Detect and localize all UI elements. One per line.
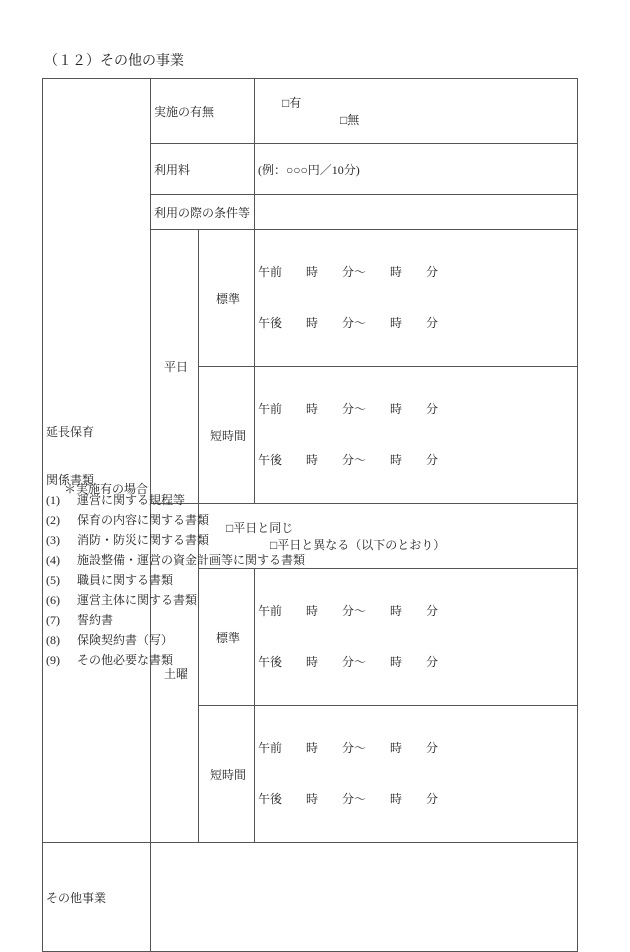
- weekday-standard-times: [255, 230, 578, 367]
- checkbox-icon: □: [340, 113, 348, 127]
- fee-example: (例：○○○円／10分): [255, 144, 578, 195]
- document-item: [46, 490, 305, 510]
- checkbox-icon: □: [226, 521, 234, 535]
- item-text: 運営主体に関する書類: [77, 593, 198, 607]
- item-number: (6): [46, 593, 60, 607]
- saturday-short-label: 短時間: [199, 706, 255, 843]
- item-number: (2): [46, 513, 60, 527]
- checkbox-yes: [282, 96, 301, 110]
- option-yes-label: 有: [289, 96, 302, 110]
- item-text: 運営に関する規程等: [77, 493, 186, 507]
- implementation-status-label: 実施の有無: [151, 79, 255, 144]
- am-time-line: 午前 時 分～ 時 分: [258, 604, 439, 618]
- document-item: [46, 550, 305, 570]
- saturday-standard-label: 標準: [199, 569, 255, 706]
- document-item: [46, 650, 305, 670]
- extended-care-header-cell: [43, 79, 151, 843]
- document-item: [46, 510, 305, 530]
- item-number: (1): [46, 493, 60, 507]
- item-number: (7): [46, 613, 60, 627]
- item-number: (4): [46, 553, 60, 567]
- checkbox-icon: □: [282, 96, 290, 110]
- pm-time-line: 午後 時 分～ 時 分: [258, 316, 439, 330]
- am-time-line: 午前 時 分～ 時 分: [258, 402, 439, 416]
- item-text: 職員に関する書類: [77, 573, 174, 587]
- checkbox-icon: □: [270, 538, 278, 552]
- document-item: [46, 590, 305, 610]
- usage-conditions-label: 利用の際の条件等: [151, 195, 255, 230]
- am-time-line: 午前 時 分～ 時 分: [258, 741, 439, 755]
- other-business-value-cell: [151, 843, 578, 952]
- item-number: (8): [46, 633, 60, 647]
- am-time-line: 午前 時 分～ 時 分: [258, 265, 439, 279]
- saturday-short-times: [255, 706, 578, 843]
- weekday-short-label: 短時間: [199, 367, 255, 504]
- pm-time-line: 午後 時 分～ 時 分: [258, 453, 439, 467]
- item-text: 消防・防災に関する書類: [77, 533, 210, 547]
- weekday-label: 平日: [151, 230, 199, 504]
- item-number: (9): [46, 653, 60, 667]
- item-text: 誓約書: [77, 613, 114, 627]
- weekday-standard-label: 標準: [199, 230, 255, 367]
- option-no-label: 無: [347, 113, 360, 127]
- implementation-options-cell: [255, 79, 578, 144]
- item-number: (5): [46, 573, 60, 587]
- option-same-label: 平日と同じ: [233, 521, 294, 535]
- item-text: その他必要な書類: [77, 653, 174, 667]
- item-number: (3): [46, 533, 60, 547]
- extended-care-label: 延長保育: [46, 424, 95, 439]
- saturday-label: 土曜: [151, 504, 199, 843]
- document-item: [46, 630, 305, 650]
- item-text: 保険契約書（写）: [77, 633, 174, 647]
- related-documents-section: [46, 470, 305, 670]
- pm-time-line: 午後 時 分～ 時 分: [258, 792, 439, 806]
- usage-conditions-value-cell: [255, 195, 578, 230]
- fee-label: 利用料: [151, 144, 255, 195]
- other-business-label: その他事業: [43, 843, 151, 952]
- document-item: [46, 530, 305, 550]
- section-title: （１２）その他の事業: [44, 54, 184, 69]
- item-text: 保育の内容に関する書類: [77, 513, 210, 527]
- related-documents-heading: 関係書類: [46, 473, 95, 487]
- item-text: 施設整備・運営の資金計画等に関する書類: [77, 553, 306, 567]
- checkbox-no: [340, 113, 359, 127]
- pm-time-line: 午後 時 分～ 時 分: [258, 655, 439, 669]
- document-item: [46, 570, 305, 590]
- option-differs-label: 平日と異なる（以下のとおり）: [277, 538, 446, 552]
- document-item: [46, 610, 305, 630]
- extended-care-note: ＊実施有の場合: [63, 481, 148, 496]
